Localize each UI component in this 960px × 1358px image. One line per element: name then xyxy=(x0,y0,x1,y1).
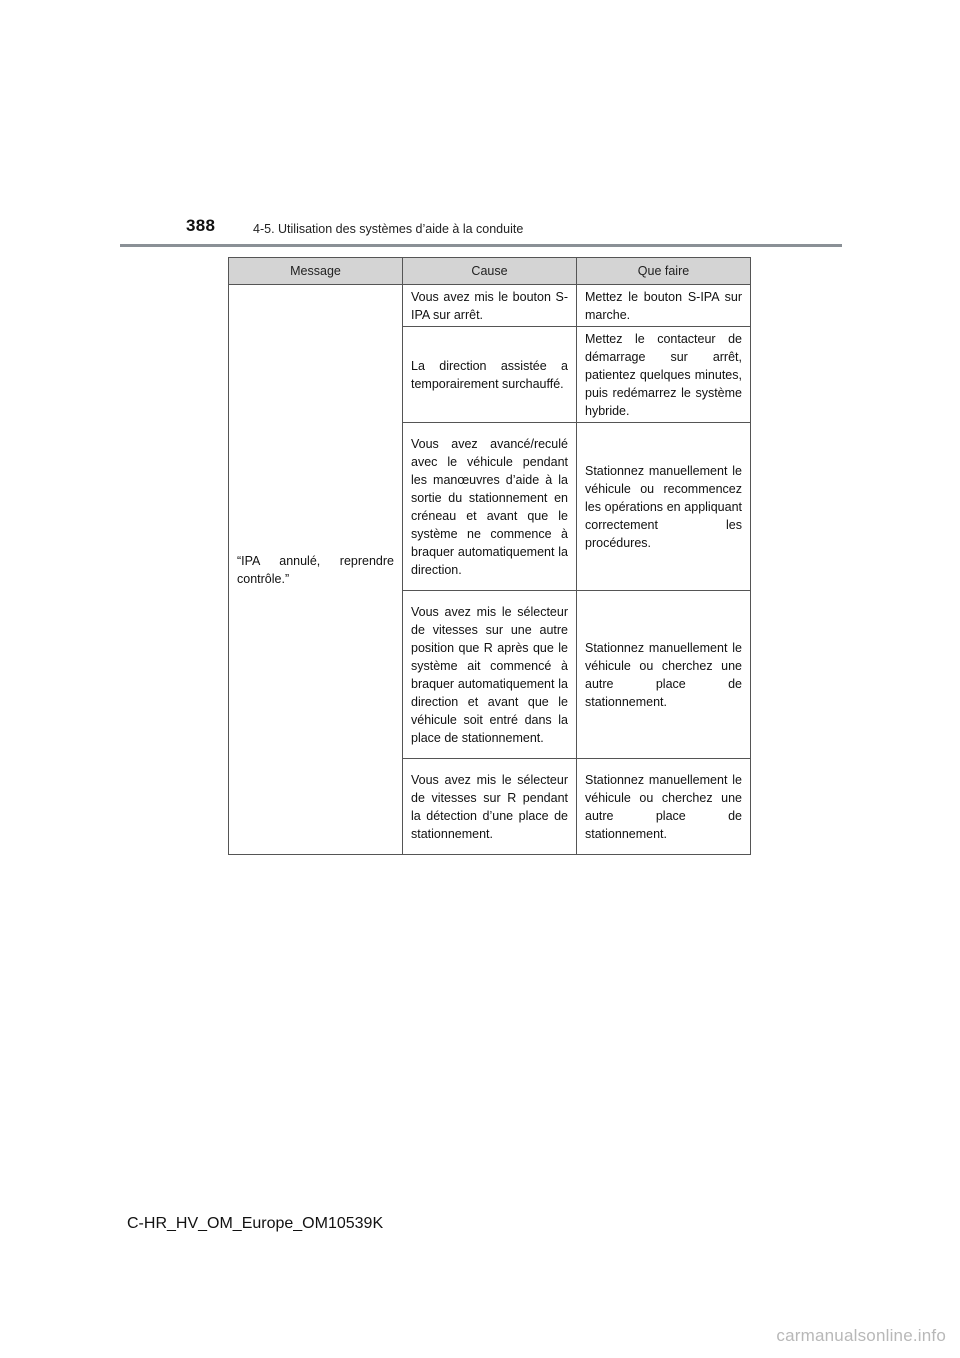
action-cell: Mettez le bouton S-IPA sur marche. xyxy=(577,285,751,327)
column-header-action: Que faire xyxy=(577,258,751,285)
cause-cell: Vous avez mis le sélecteur de vitesses sur R pendant la détection d’une place de stationnement. xyxy=(403,759,577,855)
action-cell: Stationnez manuellement le véhicule ou cherchez une autre place de stationnement. xyxy=(577,591,751,759)
action-cell: Stationnez manuellement le véhicule ou cherchez une autre place de stationnement. xyxy=(577,759,751,855)
action-cell: Stationnez manuellement le véhicule ou recommencez les opérations en appliquant correctement les procédures. xyxy=(577,423,751,591)
header-divider xyxy=(120,244,842,247)
table-header-row xyxy=(229,258,751,285)
cause-cell: Vous avez mis le sélecteur de vitesses sur une autre position que R après que le système ait commencé à braquer automatiquement la direction et avant que le véhicule soit entré dans la place de stationnement. xyxy=(403,591,577,759)
section-title: 4-5. Utilisation des systèmes d’aide à la conduite xyxy=(253,222,524,236)
action-cell: Mettez le contacteur de démarrage sur arrêt, patientez quelques minutes, puis redémarrez le système hybride. xyxy=(577,327,751,423)
page-number: 388 xyxy=(186,216,216,235)
column-header-message: Message xyxy=(229,258,403,285)
cause-cell: La direction assistée a temporairement surchauffé. xyxy=(403,327,577,423)
cause-cell: Vous avez mis le bouton S-IPA sur arrêt. xyxy=(403,285,577,327)
cause-cell: Vous avez avancé/reculé avec le véhicule pendant les manœuvres d’aide à la sortie du stationnement en créneau et avant que le système ne commence à braquer automatiquement la direction. xyxy=(403,423,577,591)
table-row xyxy=(229,285,751,327)
message-cell: “IPA annulé, reprendre contrôle.” xyxy=(229,285,403,855)
message-table xyxy=(228,257,751,855)
column-header-cause: Cause xyxy=(403,258,577,285)
watermark-text: carmanualsonline.info xyxy=(776,1326,946,1345)
document-code: C-HR_HV_OM_Europe_OM10539K xyxy=(127,1215,384,1232)
